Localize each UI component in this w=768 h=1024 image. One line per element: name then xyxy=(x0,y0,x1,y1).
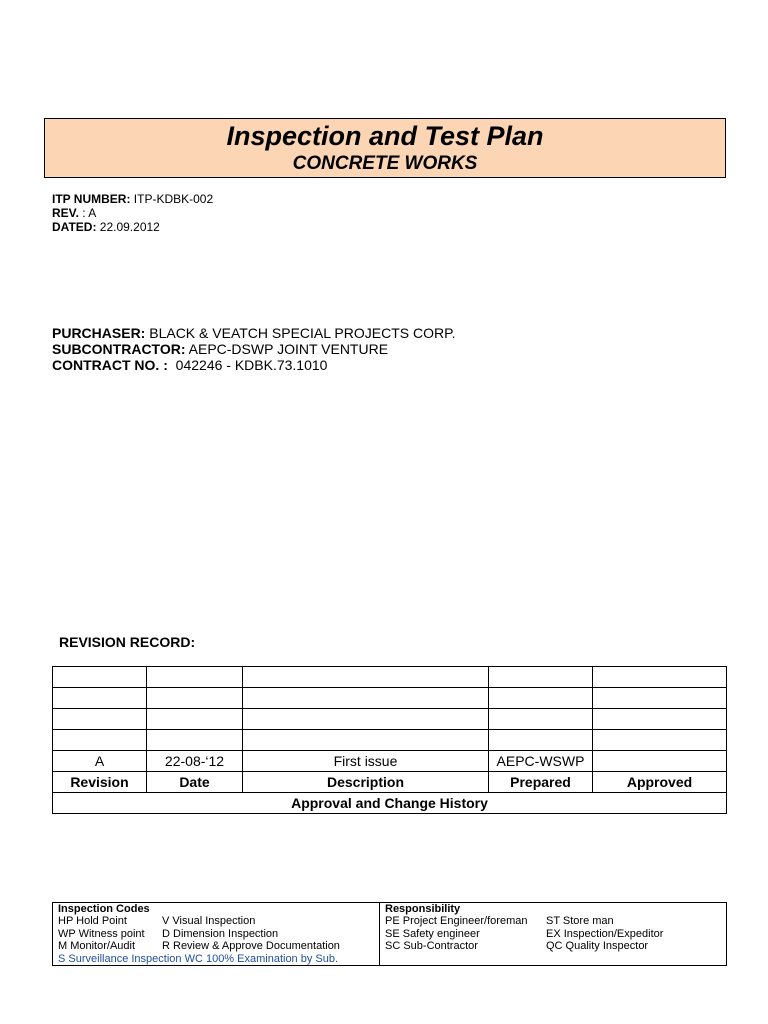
header-prepared: Prepared xyxy=(489,772,593,793)
list-item: WP Witness point D Dimension Inspection xyxy=(58,927,279,940)
table-cell xyxy=(147,730,243,751)
table-cell xyxy=(593,709,727,730)
revision-table xyxy=(52,666,727,814)
table-row xyxy=(53,730,727,751)
table-cell xyxy=(147,667,243,688)
table-cell xyxy=(53,688,147,709)
description-cell: First issue xyxy=(243,751,489,772)
table-cell xyxy=(489,688,593,709)
table-cell xyxy=(489,709,593,730)
table-cell xyxy=(243,709,489,730)
subcontractor: SUBCONTRACTOR: AEPC-DSWP JOINT VENTURE xyxy=(52,341,389,357)
list-item: HP Hold Point V Visual Inspection xyxy=(58,915,256,928)
legend-table xyxy=(52,902,727,966)
table-cell xyxy=(53,730,147,751)
table-cell xyxy=(489,667,593,688)
prepared-cell: AEPC-WSWP xyxy=(489,751,593,772)
approval-history-label: Approval and Change History xyxy=(53,793,727,814)
document-title: Inspection and Test Plan xyxy=(226,121,544,151)
table-cell xyxy=(593,667,727,688)
table-cell xyxy=(489,730,593,751)
responsibility-title: Responsibility xyxy=(385,903,461,915)
table-cell xyxy=(243,667,489,688)
inspection-codes-title: Inspection Codes xyxy=(58,903,150,915)
table-cell xyxy=(593,688,727,709)
table-cell xyxy=(593,730,727,751)
table-row xyxy=(53,709,727,730)
approved-cell xyxy=(593,751,727,772)
header-revision: Revision xyxy=(53,772,147,793)
header-approved: Approved xyxy=(593,772,727,793)
list-item: M Monitor/Audit R Review & Approve Documentation xyxy=(58,940,340,953)
table-row xyxy=(53,688,727,709)
date-cell: 22-08-‘12 xyxy=(147,751,243,772)
document-subtitle: CONCRETE WORKS xyxy=(292,153,478,174)
table-header-row xyxy=(53,772,727,793)
table-cell xyxy=(243,688,489,709)
table-cell xyxy=(243,730,489,751)
itp-info xyxy=(52,192,213,234)
table-cell xyxy=(53,709,147,730)
table-footer-row xyxy=(53,793,727,814)
surveillance-note: S Surveillance Inspection WC 100% Examination by Sub. xyxy=(58,952,339,965)
revision-cell: A xyxy=(53,751,147,772)
itp-number: ITP NUMBER: ITP-KDBK-002 xyxy=(52,192,214,206)
list-item: PE Project Engineer/foreman ST Store man xyxy=(385,915,614,928)
table-cell xyxy=(147,688,243,709)
list-item: SC Sub-Contractor QC Quality Inspector xyxy=(385,940,649,953)
table-row xyxy=(53,667,727,688)
header-description: Description xyxy=(243,772,489,793)
itp-revision: REV. : A xyxy=(52,206,97,220)
table-cell xyxy=(53,667,147,688)
inspection-codes-cell xyxy=(53,903,380,966)
list-item: SE Safety engineer EX Inspection/Expeditor xyxy=(385,927,664,940)
table-cell xyxy=(147,709,243,730)
table-row xyxy=(53,751,727,772)
revision-record-heading: REVISION RECORD: xyxy=(59,634,196,650)
header-date: Date xyxy=(147,772,243,793)
contract-number: CONTRACT NO. : 042246 - KDBK.73.1010 xyxy=(52,357,328,373)
purchaser: PURCHASER: BLACK & VEATCH SPECIAL PROJECTS CORP. xyxy=(52,325,456,341)
title-banner xyxy=(44,118,726,178)
itp-dated: DATED: 22.09.2012 xyxy=(52,220,160,234)
contract-parties xyxy=(52,325,456,373)
responsibility-cell xyxy=(380,903,727,966)
